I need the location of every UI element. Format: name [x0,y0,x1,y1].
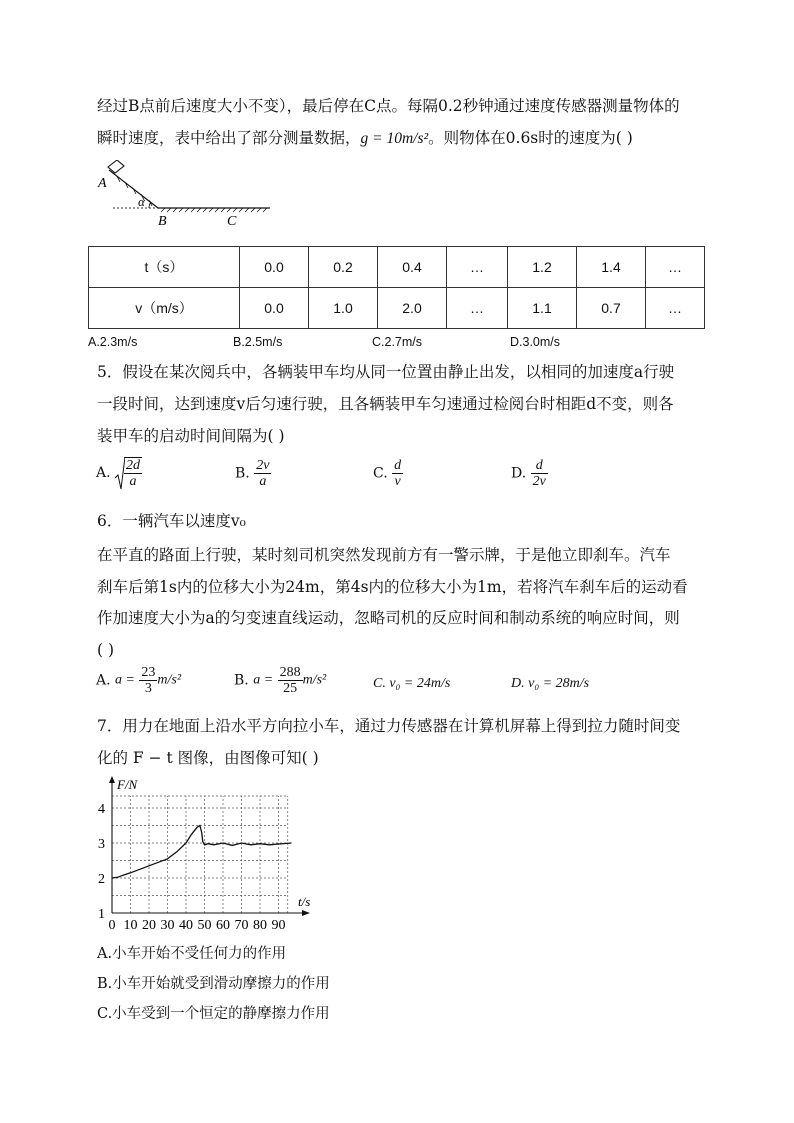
incline-figure [95,160,280,232]
q5-option-d[interactable] [511,458,548,489]
q5-line-3: 装甲车的启动时间间隔为( ) [97,427,285,445]
q5-a-denominator: a [129,474,137,489]
force-time-chart [90,772,330,937]
q5-option-a-label: A. [96,465,111,481]
table-row-time [89,247,705,288]
q6-a-denominator: 3 [144,681,152,696]
q5-option-a[interactable] [96,456,142,490]
angle-arc [149,202,151,208]
q5-c-numerator: d [394,458,402,473]
q5-line-2: 一段时间，达到速度v后匀速行驶，且各辆装甲车匀速通过检阅台时相距d不变，则各 [97,395,674,413]
x-tick-label: 20 [142,918,156,933]
q6-option-c[interactable]: C. v₀ = 24m/s [373,676,451,691]
q4-g-value: g = 10m/s² [360,130,429,147]
table-cell: 1.4 [577,247,646,288]
table-cell: 0.0 [240,288,309,329]
q4-line-1: 经过B点前后速度大小不变），最后停在C点。每隔0.2秒钟通过速度传感器测量物体的 [97,97,680,115]
y-tick-label: 1 [98,907,105,922]
y-tick-label: 4 [98,802,105,817]
table-cell: 0.0 [240,247,309,288]
table-cell: 1.2 [508,247,577,288]
x-tick-label: 40 [179,918,193,933]
table-header-v: v（m/s） [89,288,240,329]
q6-b-numerator: 288 [279,665,301,680]
table-cell: 0.2 [309,247,378,288]
q5-b-denominator: a [259,474,267,489]
x-axis-arrow [302,910,310,916]
q4-option-c[interactable]: C.2.7m/s [372,335,423,349]
q6-b-denominator: 25 [283,681,298,696]
q5-b-numerator: 2v [256,458,270,473]
x-tick-label: 60 [216,918,230,933]
y-axis-label: F/N [117,777,138,792]
label-alpha: α [138,194,145,209]
x-tick-label: 70 [234,918,249,933]
q6-line-3: 刹车后第1s内的位移大小为24m，第4s内的位移大小为1m，若将汽车刹车后的运动看 [97,578,688,596]
x-tick-label: 80 [253,918,267,933]
q5-option-b-label: B. [235,465,250,482]
q7-option-a[interactable]: A.小车开始不受任何力的作用 [97,946,287,962]
q6-option-d[interactable]: D. v₀ = 28m/s [511,676,590,691]
q6-b-prefix: a = [253,672,274,688]
q6-a-numerator: 23 [141,665,156,680]
x-axis-label: t/s [298,894,311,909]
q6-line-2: 在平直的路面上行驶，某时刻司机突然发现前方有一警示牌，于是他立即刹车。汽车 [97,546,671,564]
q6-line-1: 6．一辆汽车以速度v₀ [97,512,246,530]
table-cell: 2.0 [378,288,447,329]
q5-option-c[interactable] [373,458,403,489]
q4-option-a[interactable]: A.2.3m/s [88,335,138,349]
table-cell: 0.7 [577,288,646,329]
q6-a-unit: m/s² [157,672,182,688]
q4-line-2 [97,128,633,149]
q5-line-1: 5．假设在某次阅兵中，各辆装甲车均从同一位置由静止出发，以相同的加速度a行驶 [97,363,675,381]
q7-option-b[interactable]: B.小车开始就受到滑动摩擦力的作用 [97,976,330,992]
q6-b-unit: m/s² [302,672,327,688]
label-C: C [227,214,237,229]
q6-option-a[interactable] [96,665,181,696]
q5-d-numerator: d [531,458,548,474]
x-tick-label: 30 [160,918,175,933]
q5-option-c-label: C. [373,465,388,482]
q6-a-prefix: a = [115,672,135,688]
q5-option-d-label: D. [511,465,527,482]
x-tick-label: 10 [123,918,138,933]
q6-line-4: 作加速度大小为a的匀变速直线运动，忽略司机的反应时间和制动系统的响应时间，则 [97,609,680,627]
ground-hatch [161,208,267,212]
speed-table [88,246,705,329]
q4-option-d[interactable]: D.3.0m/s [510,335,561,349]
q6-line-5: ( ) [97,641,115,659]
table-cell: … [646,247,705,288]
table-cell: 1.1 [508,288,577,329]
q5-c-denominator: v [394,474,401,489]
label-A: A [98,176,107,191]
x-tick-label: 0 [108,918,116,933]
table-row-velocity [89,288,705,329]
table-cell: 1.0 [309,288,378,329]
q5-a-numerator: 2d [126,458,141,473]
q5-option-b[interactable] [235,458,271,489]
table-cell: 0.4 [378,247,447,288]
q4-option-b[interactable]: B.2.5m/s [233,335,283,349]
q7-line-2: 化的 F − t 图像，由图像可知( ) [97,749,319,767]
series-line-F [112,826,292,879]
q6-option-b[interactable] [234,665,326,696]
q4-line-2-text: 瞬时速度，表中给出了部分测量数据， [97,129,361,147]
y-tick-label: 3 [98,837,105,852]
x-tick-label: 90 [271,918,286,933]
y-tick-label: 2 [98,872,105,887]
q6-option-a-label: A. [96,672,111,689]
q7-option-c[interactable]: C.小车受到一个恒定的静摩擦力作用 [97,1006,330,1022]
q7-line-1: 7．用力在地面上沿水平方向拉小车，通过力传感器在计算机屏幕上得到拉力随时间变 [97,717,681,735]
table-cell: … [646,288,705,329]
q6-option-b-label: B. [234,672,249,689]
table-header-t: t（s） [89,247,240,288]
q5-d-denominator: 2v [532,474,546,489]
label-B: B [158,214,167,229]
q4-line-2-question: 。则物体在0.6s时的速度为( ) [428,129,633,147]
x-tick-label: 50 [197,918,212,933]
table-cell: … [447,247,508,288]
table-cell: … [447,288,508,329]
y-axis-arrow [109,776,115,783]
